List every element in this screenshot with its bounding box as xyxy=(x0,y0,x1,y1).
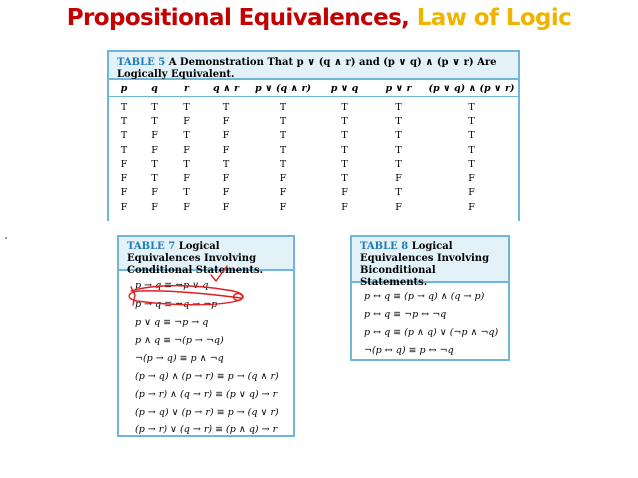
table8-label: TABLE 8 xyxy=(360,241,409,252)
truth-value-cell: T xyxy=(468,158,475,170)
truth-value-cell: T xyxy=(395,115,402,127)
table5-caption: A Demonstration That p ∨ (q ∧ r) and (p ∨ q) ∧ (p ∨ r) Are Logically Equivalent. xyxy=(117,57,497,80)
truth-value-cell: T xyxy=(395,187,402,199)
column-header: p ∨ r xyxy=(372,80,425,97)
equivalence-item: p ↔ q ≡ (p → q) ∧ (q → p) xyxy=(364,291,485,302)
table-row xyxy=(109,97,518,115)
truth-value-cell: F xyxy=(279,201,287,213)
truth-value-cell: T xyxy=(183,158,190,170)
truth-value-cell: T xyxy=(120,101,128,113)
truth-value-cell: T xyxy=(151,115,158,127)
column-header: (p ∨ q) ∧ (p ∨ r) xyxy=(425,80,518,97)
title-main: Propositional Equivalences, xyxy=(66,5,417,31)
truth-value-cell: F xyxy=(151,187,158,199)
truth-value-cell: T xyxy=(183,130,190,142)
truth-value-cell: T xyxy=(279,115,287,127)
table8-header xyxy=(352,237,508,288)
slide-title xyxy=(0,5,638,31)
table5-truth-table xyxy=(107,50,520,221)
truth-value-cell: F xyxy=(222,187,230,199)
table-row xyxy=(109,157,518,171)
truth-value-cell: T xyxy=(151,101,158,113)
truth-value-cell: F xyxy=(468,173,475,185)
truth-value-cell: F xyxy=(120,158,128,170)
equivalence-item: ¬(p ↔ q) ≡ p ↔ ¬q xyxy=(364,345,454,356)
truth-table-body xyxy=(109,97,518,215)
truth-value-cell: T xyxy=(395,144,402,156)
truth-value-cell: F xyxy=(341,201,348,213)
truth-value-cell: T xyxy=(341,130,348,142)
column-header: q ∧ r xyxy=(203,80,249,97)
equivalence-item: p ∧ q ≡ ¬(p → ¬q) xyxy=(135,335,224,346)
column-header: p xyxy=(109,80,139,97)
table-row xyxy=(109,129,518,143)
table8-biconditional-equivalences xyxy=(350,235,510,361)
equivalence-item: (p → r) ∨ (q → r) ≡ (p ∧ q) → r xyxy=(135,424,278,435)
equivalence-item: p ↔ q ≡ ¬p ↔ ¬q xyxy=(364,309,447,320)
truth-value-cell: F xyxy=(120,173,128,185)
column-header: p ∨ q xyxy=(317,80,372,97)
table-row xyxy=(109,171,518,185)
truth-value-cell: F xyxy=(222,144,230,156)
truth-value-cell: T xyxy=(468,115,475,127)
truth-value-cell: F xyxy=(183,173,190,185)
truth-value-cell: F xyxy=(395,173,402,185)
truth-value-cell: T xyxy=(341,101,348,113)
column-header: q xyxy=(139,80,170,97)
truth-value-cell: F xyxy=(468,187,475,199)
truth-value-cell: F xyxy=(151,144,158,156)
truth-value-cell: F xyxy=(222,115,230,127)
table7-label: TABLE 7 xyxy=(127,241,176,252)
truth-value-cell: F xyxy=(151,201,158,213)
truth-value-cell: F xyxy=(183,115,190,127)
table5-label: TABLE 5 xyxy=(117,57,166,68)
truth-value-cell: T xyxy=(183,101,190,113)
equivalence-item: p → q ≡ ¬q → ¬p xyxy=(135,299,218,310)
equivalence-item: (p → q) ∧ (p → r) ≡ p → (q ∧ r) xyxy=(135,371,279,382)
stray-dot xyxy=(5,237,7,239)
equivalence-item: p ↔ q ≡ (p ∧ q) ∨ (¬p ∧ ¬q) xyxy=(364,327,499,338)
title-highlight: Law of Logic xyxy=(416,5,572,31)
truth-value-cell: F xyxy=(341,187,348,199)
truth-value-cell: T xyxy=(222,101,230,113)
equivalence-item: p ∨ q ≡ ¬p → q xyxy=(135,317,209,328)
truth-value-cell: F xyxy=(151,130,158,142)
truth-value-cell: T xyxy=(468,144,475,156)
table-row xyxy=(109,114,518,128)
truth-value-cell: T xyxy=(395,130,402,142)
truth-value-cell: T xyxy=(279,144,287,156)
truth-value-cell: F xyxy=(222,173,230,185)
table-row xyxy=(109,200,518,214)
truth-value-cell: T xyxy=(151,158,158,170)
table7-caption: Logical Equivalences Involving Conditional Statements. xyxy=(127,241,264,276)
truth-value-cell: T xyxy=(120,144,128,156)
truth-table-grid xyxy=(109,80,518,214)
truth-value-cell: T xyxy=(468,101,475,113)
truth-value-cell: F xyxy=(395,201,402,213)
truth-value-cell: T xyxy=(183,187,190,199)
truth-value-cell: T xyxy=(341,144,348,156)
equivalence-item: (p → q) ∨ (p → r) ≡ p → (q ∨ r) xyxy=(135,407,279,418)
table7-header xyxy=(119,237,293,276)
truth-value-cell: F xyxy=(279,187,287,199)
truth-value-cell: T xyxy=(468,130,475,142)
truth-value-cell: F xyxy=(468,201,475,213)
table-row xyxy=(109,186,518,200)
truth-value-cell: F xyxy=(279,173,287,185)
truth-value-cell: F xyxy=(120,201,128,213)
equivalence-item: (p → r) ∧ (q → r) ≡ (p ∨ q) → r xyxy=(135,389,278,400)
truth-value-cell: T xyxy=(279,101,287,113)
truth-value-cell: T xyxy=(222,158,230,170)
truth-value-cell: T xyxy=(120,130,128,142)
truth-value-cell: T xyxy=(341,158,348,170)
truth-value-cell: F xyxy=(222,201,230,213)
truth-value-cell: F xyxy=(120,187,128,199)
truth-value-cell: F xyxy=(183,144,190,156)
truth-value-cell: T xyxy=(395,101,402,113)
truth-value-cell: T xyxy=(151,173,158,185)
truth-value-cell: F xyxy=(222,130,230,142)
truth-value-cell: T xyxy=(341,173,348,185)
truth-value-cell: T xyxy=(120,115,128,127)
column-header: r xyxy=(170,80,203,97)
column-header: p ∨ (q ∧ r) xyxy=(249,80,317,97)
truth-value-cell: T xyxy=(341,115,348,127)
table5-header xyxy=(109,52,518,80)
equivalence-item: p → q ≡ ¬p ∨ q xyxy=(135,280,209,291)
equivalence-item: ¬(p → q) ≡ p ∧ ¬q xyxy=(135,353,224,364)
table-row xyxy=(109,143,518,157)
truth-table-header-row xyxy=(109,80,518,97)
truth-value-cell: T xyxy=(279,158,287,170)
table7-conditional-equivalences xyxy=(117,235,295,437)
table8-caption: Logical Equivalences Involving Biconditional Statements. xyxy=(360,241,490,288)
truth-value-cell: F xyxy=(183,201,190,213)
truth-value-cell: T xyxy=(279,130,287,142)
truth-value-cell: T xyxy=(395,158,402,170)
